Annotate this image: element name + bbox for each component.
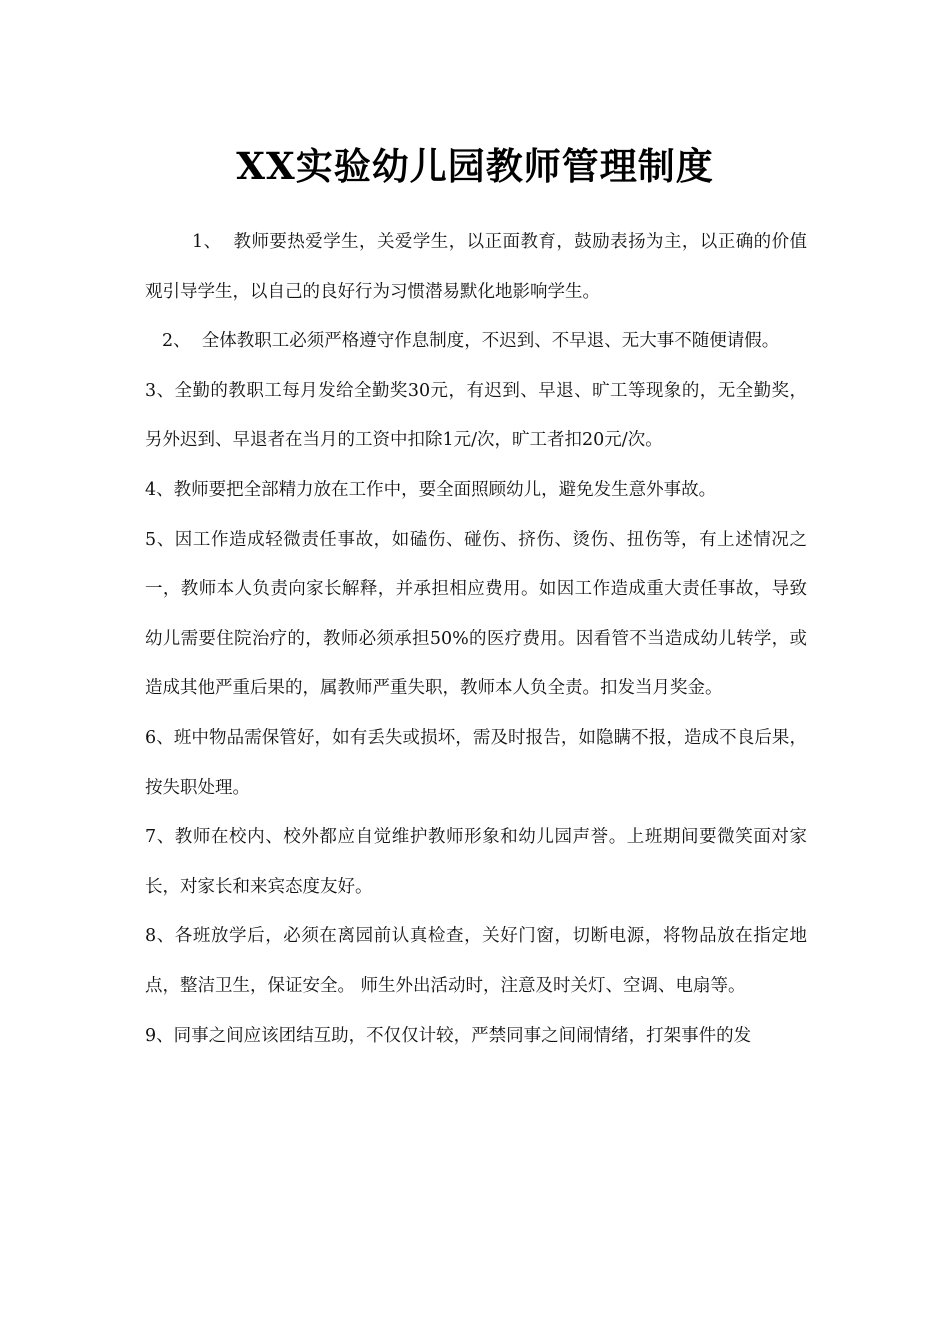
paragraph-9: [145, 1012, 807, 1062]
paragraph-number: 3、: [145, 380, 175, 401]
paragraph-number: 8、: [145, 926, 175, 947]
paragraph-number: 9、: [145, 1025, 174, 1046]
paragraph-7: [145, 813, 807, 912]
paragraph-text: 因工作造成轻微责任事故，如磕伤、碰伤、挤伤、烫伤、扭伤等，有上述情况之一，教师本人负责向家长解释，并承担相应费用。如因工作造成重大责任事故，导致幼儿需要住院治疗的，教师必须承担50%的医疗费用。因看管不当造成幼儿转学，或造成其他严重后果的，属教师严重失职，教师本人负全责。扣发当月奖金。: [145, 529, 807, 699]
paragraph-number: 2、: [162, 331, 202, 352]
paragraph-5: [145, 516, 807, 714]
paragraph-text: 各班放学后，必须在离园前认真检查，关好门窗，切断电源，将物品放在指定地点，整洁卫生，保证安全。 师生外出活动时，注意及时关灯、空调、电扇等。: [145, 926, 807, 996]
paragraph-number: 4、: [145, 479, 174, 500]
paragraph-number: 7、: [145, 827, 175, 848]
document-body: [145, 218, 807, 1061]
paragraph-text: 班中物品需保管好，如有丢失或损坏，需及时报告，如隐瞒不报，造成不良后果，按失职处理。: [145, 727, 808, 798]
paragraph-number: 1、: [192, 232, 234, 252]
paragraph-6: [145, 714, 807, 813]
paragraph-8: [145, 912, 807, 1011]
paragraph-2: [145, 317, 807, 367]
paragraph-number: 5、: [145, 529, 175, 550]
paragraph-number: 6、: [145, 727, 174, 748]
paragraph-text: 全体教职工必须严格遵守作息制度，不迟到、不早退、无大事不随便请假。: [201, 331, 780, 352]
paragraph-text: 教师要热爱学生，关爱学生，以正面教育，鼓励表扬为主，以正确的价值观引导学生，以自己的良好行为习惯潜易默化地影响学生。: [145, 232, 808, 302]
paragraph-text: 教师在校内、校外都应自觉维护教师形象和幼儿园声誉。上班期间要微笑面对家长，对家长和来宾态度友好。: [145, 827, 807, 897]
paragraph-text: 同事之间应该团结互助，不仅仅计较，严禁同事之间闹情绪，打架事件的发: [173, 1025, 752, 1046]
paragraph-text: 教师要把全部精力放在工作中，要全面照顾幼儿，避免发生意外事故。: [173, 479, 717, 500]
paragraph-4: [145, 466, 807, 516]
document-title: XX实验幼儿园教师管理制度: [236, 144, 714, 188]
paragraph-1: [145, 218, 807, 317]
paragraph-text: 全勤的教职工每月发给全勤奖30元，有迟到、早退、旷工等现象的，无全勤奖，另外迟到、早退者在当月的工资中扣除1元/次，旷工者扣20元/次。: [145, 380, 807, 451]
paragraph-3: [145, 367, 807, 466]
